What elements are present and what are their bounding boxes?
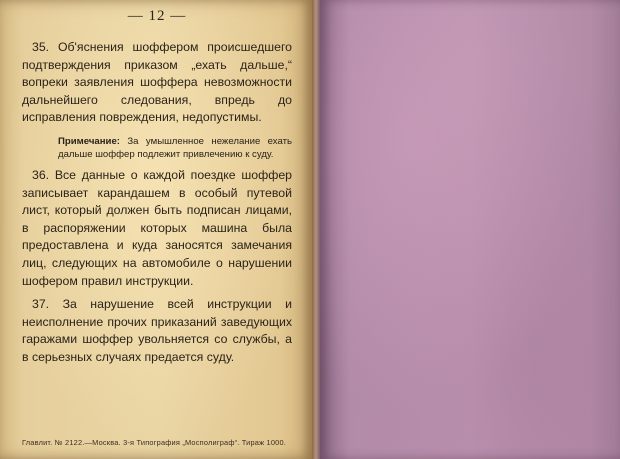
- note: [58, 135, 292, 161]
- paragraph-37: 37. За нарушение всей инструкции и неисполнение прочих приказаний заведующих гаражами шоффер увольняется со службы, а в серьезных случаях предается суду.: [22, 297, 292, 364]
- note-label: Примечание:: [58, 135, 120, 147]
- paragraph-36: 36. Все данные о каждой поездке шоффер записывает карандашем в особый путевой лист, который должен быть подписан лицами, в распоряжении которых машина была предоставлена и куда заносятся замечания лиц, следующих на автомобиле о нарушении шофером правил инструкции.: [22, 167, 292, 288]
- book-gutter: [312, 0, 320, 459]
- left-page-text: [22, 8, 292, 373]
- page-number: — 12 —: [127, 8, 187, 24]
- imprint-footer: Главлит. № 2122.—Москва. 3-я Типография „Мосполиграф“. Тираж 1000.: [22, 438, 287, 447]
- note-text: За умышленное нежелание ехать дальше шоффер подлежит привлечению к суду.: [58, 135, 293, 160]
- paragraph-35: 35. Об'яснения шоффером происшедшего подтверждения приказом „ехать дальше,“ вопреки заявления шоффера невозможности дальнейшего следования, впредь до исправления повреждения, недопустимы.: [22, 40, 292, 125]
- right-page-blank: [320, 0, 620, 459]
